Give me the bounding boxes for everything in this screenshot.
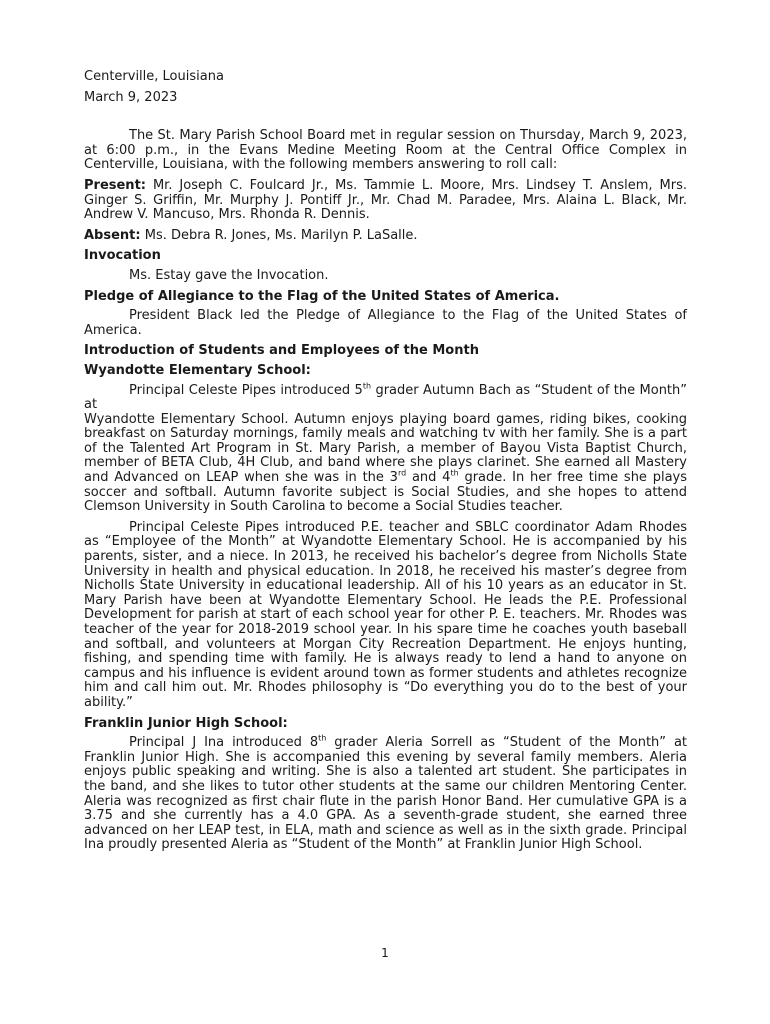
wyandotte-student-text-3: Wyandotte Elementary School. Autumn enjoys playing board games, riding bikes, cooking breakfast on Saturday mornings, family meals and watching tv with her family. She is a part of the Talented Art Program in St. Mary Parish, a member of Bayou Vista Baptist Church, member of BETA Club, 4H Club, and band where she plays clarinet. She earned all Mastery and Advanced on LEAP when she was in the 3 [84,411,687,486]
invocation-heading: Invocation [84,248,161,264]
introduction-heading: Introduction of Students and Employees of the Month [84,343,479,359]
page-number: 1 [381,946,389,960]
wyandotte-student-continuation [84,413,687,515]
wyandotte-employee-paragraph: Principal Celeste Pipes introduced P.E. teacher and SBLC coordinator Adam Rhodes as “Employee of the Month” at Wyandotte Elementary School. He is accompanied by his parents, sister, and a niece. In 2013, he received his bachelor’s degree from Nicholls State University in health and physical education. In 2018, he received his master’s degree from Nicholls State University in educational leadership. All of his 10 years as an educator in St. Mary Parish have been at Wyandotte Elementary School. He leads the P.E. Professional Development for parish at start of each school year for other P. E. teachers. Mr. Rhodes was teacher of the year for 2018-2019 school year. In his spare time he coaches youth baseball and softball, and volunteers at Morgan City Recreation Department. He enjoys hunting, fishing, and spending time with family. He is always ready to lend a hand to anyone on campus and his influence is evident around town as former students and athletes recognize him and call him out. Mr. Rhodes philosophy is “Do everything you do to the best of your ability.” [84,519,687,710]
ordinal-suffix: th [318,733,327,743]
ordinal-suffix: th [362,381,372,391]
wyandotte-student-text-4: and 4 [406,470,451,486]
franklin-heading: Franklin Junior High School: [84,715,288,731]
present-label: Present: [84,177,146,193]
absent-label: Absent: [84,227,141,243]
opening-paragraph: The St. Mary Parish School Board met in regular session on Thursday, March 9, 2023, at 6:00 p.m., in the Evans Medine Meeting Room at the Central Office Complex in Centerville, Louisiana, with the following members answering to roll call: [84,128,687,173]
minutes-page [84,70,687,859]
wyandotte-student-text-5: grade. In her free time she plays soccer and softball. Autumn favorite subject is Social Studies, and she hopes to attend Clemson University in South Carolina to become a Social Studies teacher. [84,470,687,515]
franklin-student-text-1: Principal J Ina introduced 8 [129,735,319,751]
present-members: Mr. Joseph C. Foulcard Jr., Ms. Tammie L. Moore, Mrs. Lindsey T. Anslem, Mrs. Ginger S. Griffin, Mr. Murphy J. Pontiff Jr., Mr. Chad M. Paradee, Mrs. Alaina L. Black, Mr. Andrew V. Mancuso, Mrs. Rhonda R. Dennis. [84,177,687,223]
location-line: Centerville, Louisiana [84,69,224,84]
pledge-text: President Black led the Pledge of Allegiance to the Flag of the United States of America. [84,308,687,338]
absent-members: Ms. Debra R. Jones, Ms. Marilyn P. LaSalle. [140,227,418,243]
franklin-student-text-2: grader Aleria Sorrell as “Student of the Month” at Franklin Junior High. She is accompanied this evening by several family members. Aleria enjoys public speaking and writing. She is also a talented art student. She participates in the band, and she likes to tutor other students at the same our children Mentoring Center. Aleria was recognized as first chair flute in the parish Honor Band. Her cumulative GPA is a 3.75 and she currently has a 4.0 GPA. As a seventh-grade student, she earned three advanced on her LEAP test, in ELA, math and science as well as in the sixth grade. Principal Ina proudly presented Aleria as “Student of the Month” at Franklin Junior High School. [84,735,688,853]
present-paragraph [84,179,687,223]
invocation-text: Ms. Estay gave the Invocation. [129,267,329,283]
ordinal-suffix: rd [397,468,407,478]
pledge-heading: Pledge of Allegiance to the Flag of the United States of America. [84,288,560,304]
franklin-student-paragraph [84,733,688,853]
ordinal-suffix: th [450,468,459,478]
wyandotte-heading: Wyandotte Elementary School: [84,362,311,378]
absent-paragraph [84,229,687,244]
wyandotte-student-paragraph [84,381,687,413]
meeting-date: March 9, 2023 [84,89,178,105]
wyandotte-student-text-1: Principal Celeste Pipes introduced 5 [129,382,363,398]
wyandotte-student-text-2: grader Autumn Bach as “Student of the Month” at [84,382,687,413]
